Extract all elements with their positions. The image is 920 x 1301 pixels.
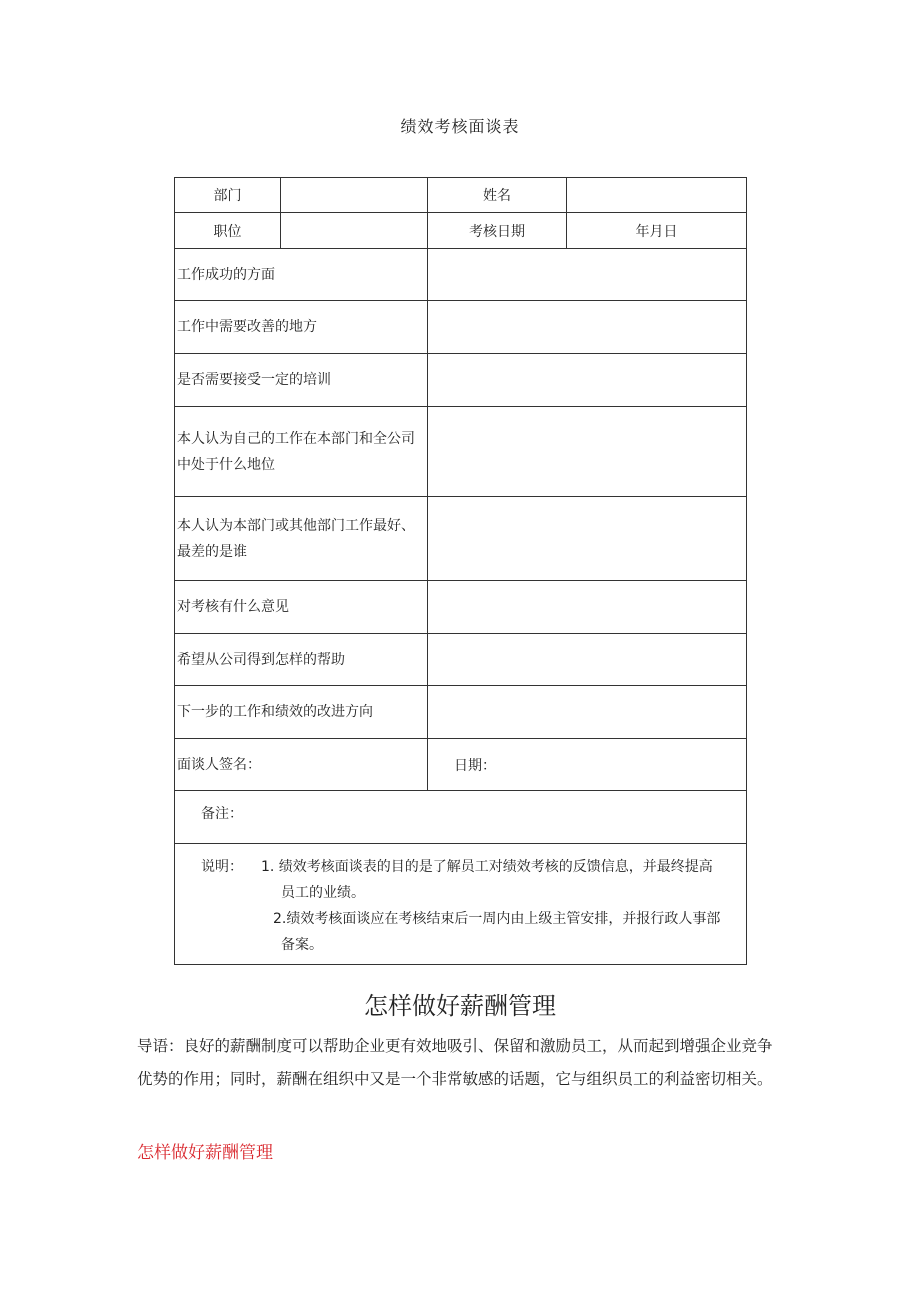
explanation-prefix: 说明：	[201, 859, 243, 875]
question-label: 下一步的工作和绩效的改进方向	[175, 686, 428, 739]
answer-field[interactable]	[428, 497, 747, 581]
question-label: 本人认为本部门或其他部门工作最好、最差的是谁	[175, 497, 428, 581]
position-field[interactable]	[281, 213, 428, 249]
question-label: 是否需要接受一定的培训	[175, 354, 428, 407]
explanation-item-1-cont: 员工的业绩。	[281, 885, 365, 901]
explanation-item-2: 2.绩效考核面谈应在考核结束后一周内由上级主管安排，并报行政人事部	[273, 911, 721, 927]
explanation-block	[175, 844, 747, 965]
explanation-item-2-cont: 备案。	[281, 937, 323, 953]
position-label: 职位	[175, 213, 281, 249]
answer-field[interactable]	[428, 686, 747, 739]
department-label: 部门	[175, 178, 281, 213]
signature-label: 面谈人签名：	[175, 739, 428, 791]
explanation-item-1: 1. 绩效考核面谈表的目的是了解员工对绩效考核的反馈信息，并最终提高	[261, 859, 713, 875]
department-field[interactable]	[281, 178, 428, 213]
article-lead: 导语：良好的薪酬制度可以帮助企业更有效地吸引、保留和激励员工，从而起到增强企业竞争优势的作用；同时，薪酬在组织中又是一个非常敏感的话题，它与组织员工的利益密切相关。	[137, 1037, 773, 1088]
article-heading: 怎样做好薪酬管理	[364, 992, 556, 1020]
question-label: 希望从公司得到怎样的帮助	[175, 634, 428, 686]
form-title: 绩效考核面谈表	[400, 117, 520, 136]
review-date-field[interactable]: 年月日	[567, 213, 747, 249]
question-label: 本人认为自己的工作在本部门和全公司中处于什么地位	[175, 407, 428, 497]
review-date-label: 考核日期	[428, 213, 567, 249]
appraisal-interview-form	[174, 177, 747, 965]
answer-field[interactable]	[428, 634, 747, 686]
name-label: 姓名	[428, 178, 567, 213]
sign-date-label: 日期：	[428, 739, 747, 791]
question-label: 工作中需要改善的地方	[175, 301, 428, 354]
answer-field[interactable]	[428, 249, 747, 301]
name-field[interactable]	[567, 178, 747, 213]
answer-field[interactable]	[428, 581, 747, 634]
question-label: 工作成功的方面	[175, 249, 428, 301]
remarks-label: 备注：	[175, 791, 747, 844]
answer-field[interactable]	[428, 301, 747, 354]
answer-field[interactable]	[428, 354, 747, 407]
article-subheading: 怎样做好薪酬管理	[137, 1143, 273, 1163]
question-label: 对考核有什么意见	[175, 581, 428, 634]
answer-field[interactable]	[428, 407, 747, 497]
